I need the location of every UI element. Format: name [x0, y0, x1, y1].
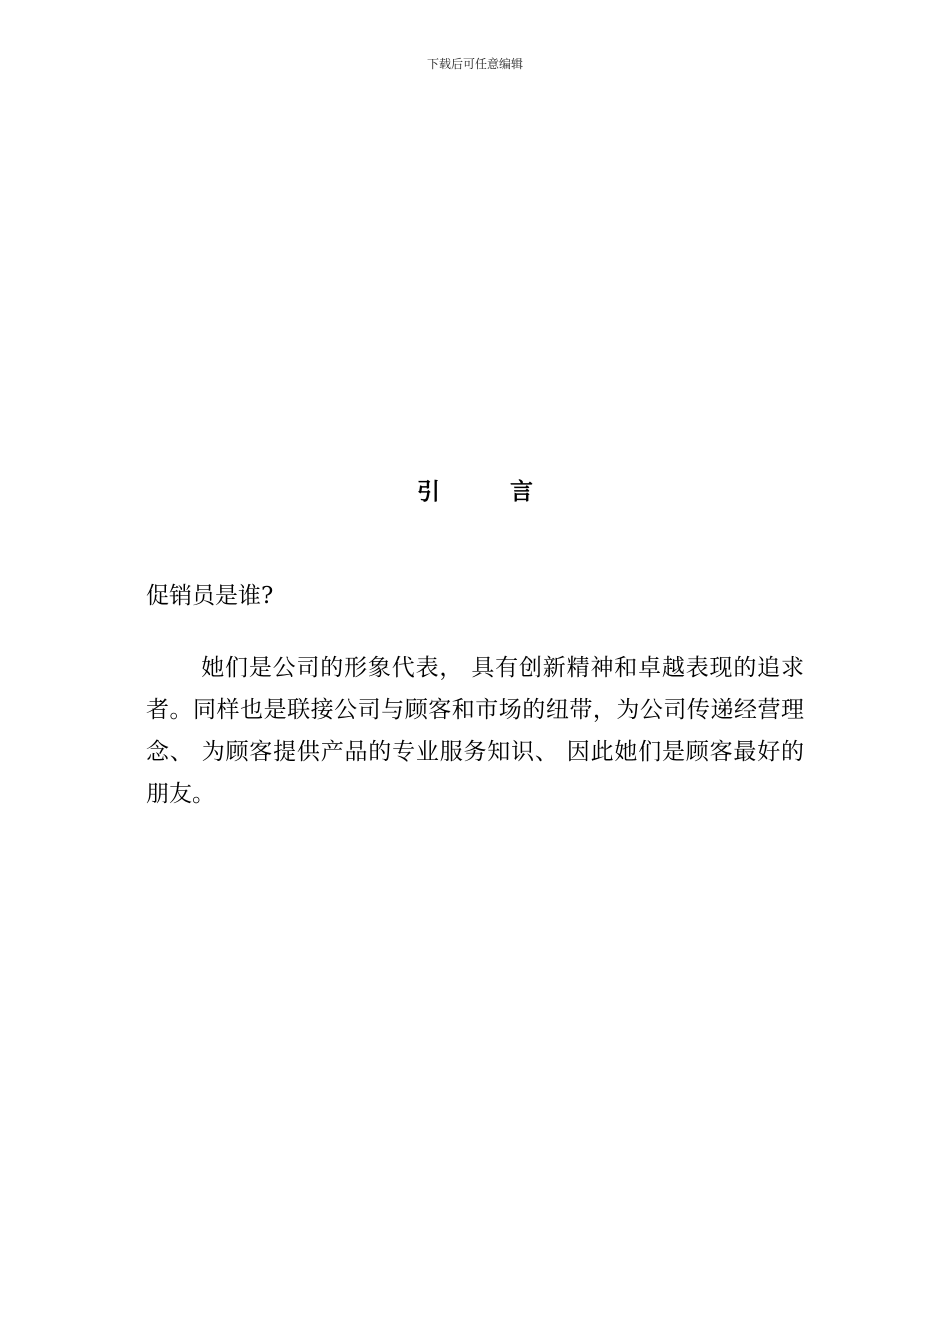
question-heading: 促销员是谁?: [146, 583, 274, 609]
section-title: [0, 476, 950, 508]
section-title-char-1: 引: [417, 479, 440, 505]
page-header-note: 下载后可任意编辑: [426, 57, 523, 71]
body-paragraph: 她们是公司的形象代表， 具有创新精神和卓越表现的追求者。同样也是联接公司与顾客和市场的纽带，为公司传递经营理念、 为顾客提供产品的专业服务知识、 因此她们是顾客最好的朋友。: [146, 655, 804, 807]
section-title-char-2: 言: [510, 479, 533, 505]
